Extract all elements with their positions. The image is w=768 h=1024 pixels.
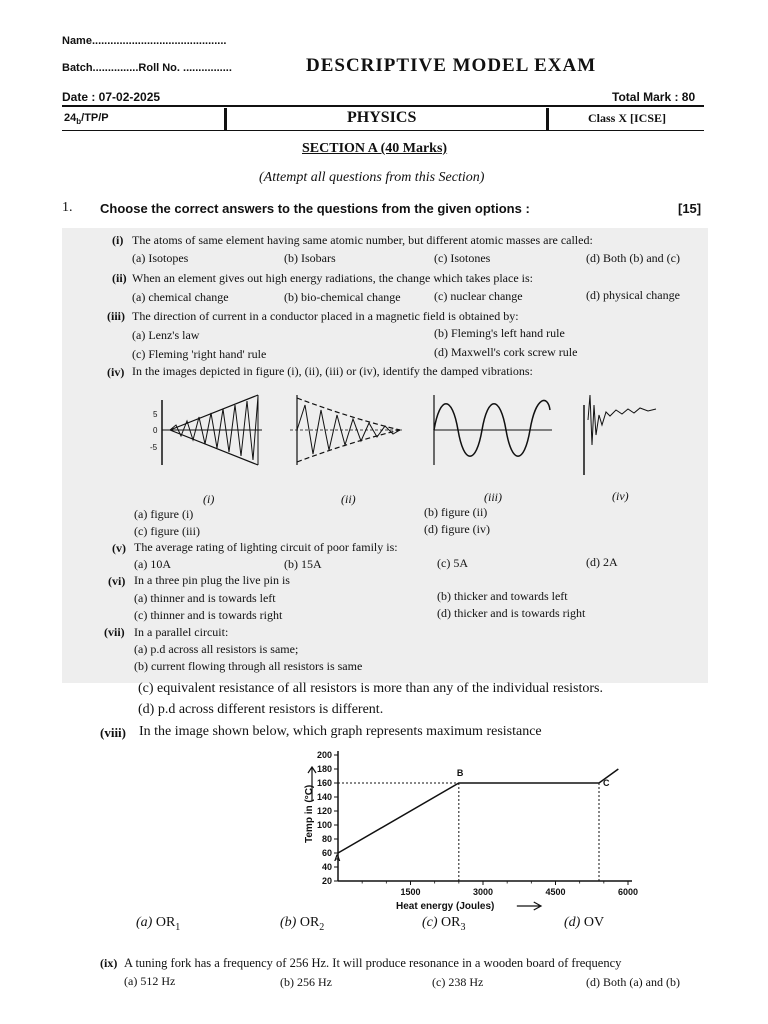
option-iv-d: (d) figure (iv) <box>424 522 490 536</box>
axis-minus5-label: -5 <box>150 443 158 452</box>
question-vi-number: (vi) <box>108 574 126 588</box>
vibration-figures <box>150 390 710 495</box>
option-vi-d: (d) thicker and is towards right <box>437 606 586 620</box>
y-tick-label: 140 <box>316 792 332 802</box>
question-marks: [15] <box>678 201 702 216</box>
figure-i-label: (i) <box>203 492 215 506</box>
option-viii-b: (b) $OR_2$ <box>280 915 325 933</box>
option-ii-a: (a) chemical change <box>132 290 229 304</box>
subject-bar-divider-left <box>224 108 227 130</box>
question-iv-number: (iv) <box>107 365 125 379</box>
question-vii-number: (vii) <box>104 625 125 639</box>
option-viii-c: (c) $OR_3$ <box>422 915 466 933</box>
question-iii-number: (iii) <box>107 309 125 323</box>
question-ix-text: A tuning fork has a frequency of 256 Hz. It will produce resonance in a wooden board of frequency <box>124 956 622 970</box>
y-tick-label: 40 <box>321 862 332 872</box>
option-viii-d: (d) OV <box>564 915 605 930</box>
total-mark: Total Mark : 80 <box>612 90 696 104</box>
option-ix-d: (d) Both (a) and (b) <box>586 975 680 989</box>
figure-iii-undamped-vibration <box>434 395 552 465</box>
point-label-b: B <box>456 768 464 778</box>
y-tick-label: 160 <box>316 778 332 788</box>
exam-title: DESCRIPTIVE MODEL EXAM <box>306 55 597 76</box>
question-text: Choose the correct answers to the questions from the given options : <box>100 201 530 216</box>
question-iv-text: In the images depicted in figure (i), (ii), (iii) or (iv), identify the damped vibrations: <box>132 364 533 378</box>
figure-iv-transient-vibration <box>584 395 656 475</box>
option-vii-b: (b) current flowing through all resistors is same <box>134 659 363 673</box>
option-ix-b: (b) 256 Hz <box>280 975 332 989</box>
subject-name: PHYSICS <box>347 109 417 126</box>
figure-i-growing-vibration <box>162 395 262 465</box>
x-axis-title: Heat energy (Joules) <box>396 901 495 912</box>
option-i-a: (a) Isotopes <box>132 251 189 265</box>
option-v-a: (a) 10A <box>134 557 171 571</box>
x-tick-label: 1500 <box>400 887 421 897</box>
figure-ii-damped-vibration <box>290 395 402 465</box>
option-iv-a: (a) figure (i) <box>134 507 194 521</box>
option-ii-d: (d) physical change <box>586 288 680 302</box>
question-ix-number: (ix) <box>100 956 118 970</box>
y-tick-label: 200 <box>316 750 332 760</box>
x-tick-label: 3000 <box>472 887 494 897</box>
option-i-c: (c) Isotones <box>434 251 491 265</box>
section-title: SECTION A (40 Marks) <box>302 141 448 156</box>
option-vii-d: (d) p.d across different resistors is different. <box>138 702 384 717</box>
option-ix-a: (a) 512 Hz <box>124 974 176 988</box>
option-i-b: (b) Isobars <box>284 251 336 265</box>
name-field: Name............................................ <box>62 35 227 47</box>
option-vii-c: (c) equivalent resistance of all resistors is more than any of the individual resistors. <box>138 681 603 696</box>
question-i-text: The atoms of same element having same atomic number, but different atomic masses are called: <box>132 233 593 247</box>
option-vi-c: (c) thinner and is towards right <box>134 608 283 622</box>
option-vi-b: (b) thicker and towards left <box>437 589 568 603</box>
question-viii-text: In the image shown below, which graph represents maximum resistance <box>139 724 542 739</box>
question-i-number: (i) <box>112 233 124 247</box>
figure-ii-label: (ii) <box>341 492 356 506</box>
option-iii-a: (a) Lenz's law <box>132 328 200 342</box>
option-iv-c: (c) figure (iii) <box>134 524 200 538</box>
heating-curve-chart <box>290 745 660 915</box>
x-axis-arrow-icon <box>517 902 541 910</box>
option-iii-d: (d) Maxwell's cork screw rule <box>434 345 578 359</box>
y-tick-label: 100 <box>316 820 332 830</box>
question-v-text: The average rating of lighting circuit of poor family is: <box>134 540 398 554</box>
option-ii-c: (c) nuclear change <box>434 289 523 303</box>
option-iii-b: (b) Fleming's left hand rule <box>434 326 565 340</box>
question-ii-number: (ii) <box>112 271 127 285</box>
y-axis-title: Temp in (°C) <box>304 784 315 843</box>
axis-0-label: 0 <box>153 426 158 435</box>
option-vi-a: (a) thinner and is towards left <box>134 591 276 605</box>
option-iv-b: (b) figure (ii) <box>424 505 488 519</box>
option-i-d: (d) Both (b) and (c) <box>586 251 680 265</box>
y-tick-label: 120 <box>316 806 332 816</box>
figure-iii-label: (iii) <box>484 490 502 504</box>
heating-curve-line <box>338 769 618 853</box>
y-tick-label: 80 <box>321 834 332 844</box>
figure-iv-label: (iv) <box>612 489 629 503</box>
class-label: Class X [ICSE] <box>588 111 667 125</box>
x-tick-group <box>362 881 638 897</box>
y-tick-label: 60 <box>321 848 332 858</box>
option-v-b: (b) 15A <box>284 557 322 571</box>
y-tick-label: 180 <box>316 764 332 774</box>
y-tick-group <box>317 750 338 886</box>
option-ii-b: (b) bio-chemical change <box>284 290 401 304</box>
question-ii-text: When an element gives out high energy radiations, the change which takes place is: <box>132 271 533 285</box>
axis-5-label: 5 <box>153 410 158 419</box>
question-iii-text: The direction of current in a conductor placed in a magnetic field is obtained by: <box>132 309 519 323</box>
option-viii-a: (a) $OR_1$ <box>136 915 181 933</box>
x-tick-label: 6000 <box>617 887 639 897</box>
option-ix-c: (c) 238 Hz <box>432 975 484 989</box>
point-label-c: C <box>603 778 610 788</box>
subject-bar-divider-right <box>546 108 549 130</box>
option-iii-c: (c) Fleming 'right hand' rule <box>132 347 267 361</box>
question-viii-number: (viii) <box>100 725 126 740</box>
x-tick-label: 4500 <box>545 887 566 897</box>
question-v-number: (v) <box>112 541 126 555</box>
option-v-c: (c) 5A <box>437 556 468 570</box>
paper-code: $24_b/TP/P$ <box>64 112 109 127</box>
header-divider <box>62 105 704 107</box>
question-number: 1. <box>62 200 73 215</box>
point-label-a: A <box>334 853 341 863</box>
question-vii-text: In a parallel circuit: <box>134 625 229 639</box>
option-v-d: (d) 2A <box>586 555 618 569</box>
section-instruction: (Attempt all questions from this Section) <box>259 170 485 185</box>
exam-date: Date : 07-02-2025 <box>62 90 161 104</box>
batch-roll-field: Batch...............Roll No. ................ <box>62 62 232 74</box>
option-vii-a: (a) p.d across all resistors is same; <box>134 642 299 656</box>
y-tick-label: 20 <box>321 876 332 886</box>
question-vi-text: In a three pin plug the live pin is <box>134 573 290 587</box>
